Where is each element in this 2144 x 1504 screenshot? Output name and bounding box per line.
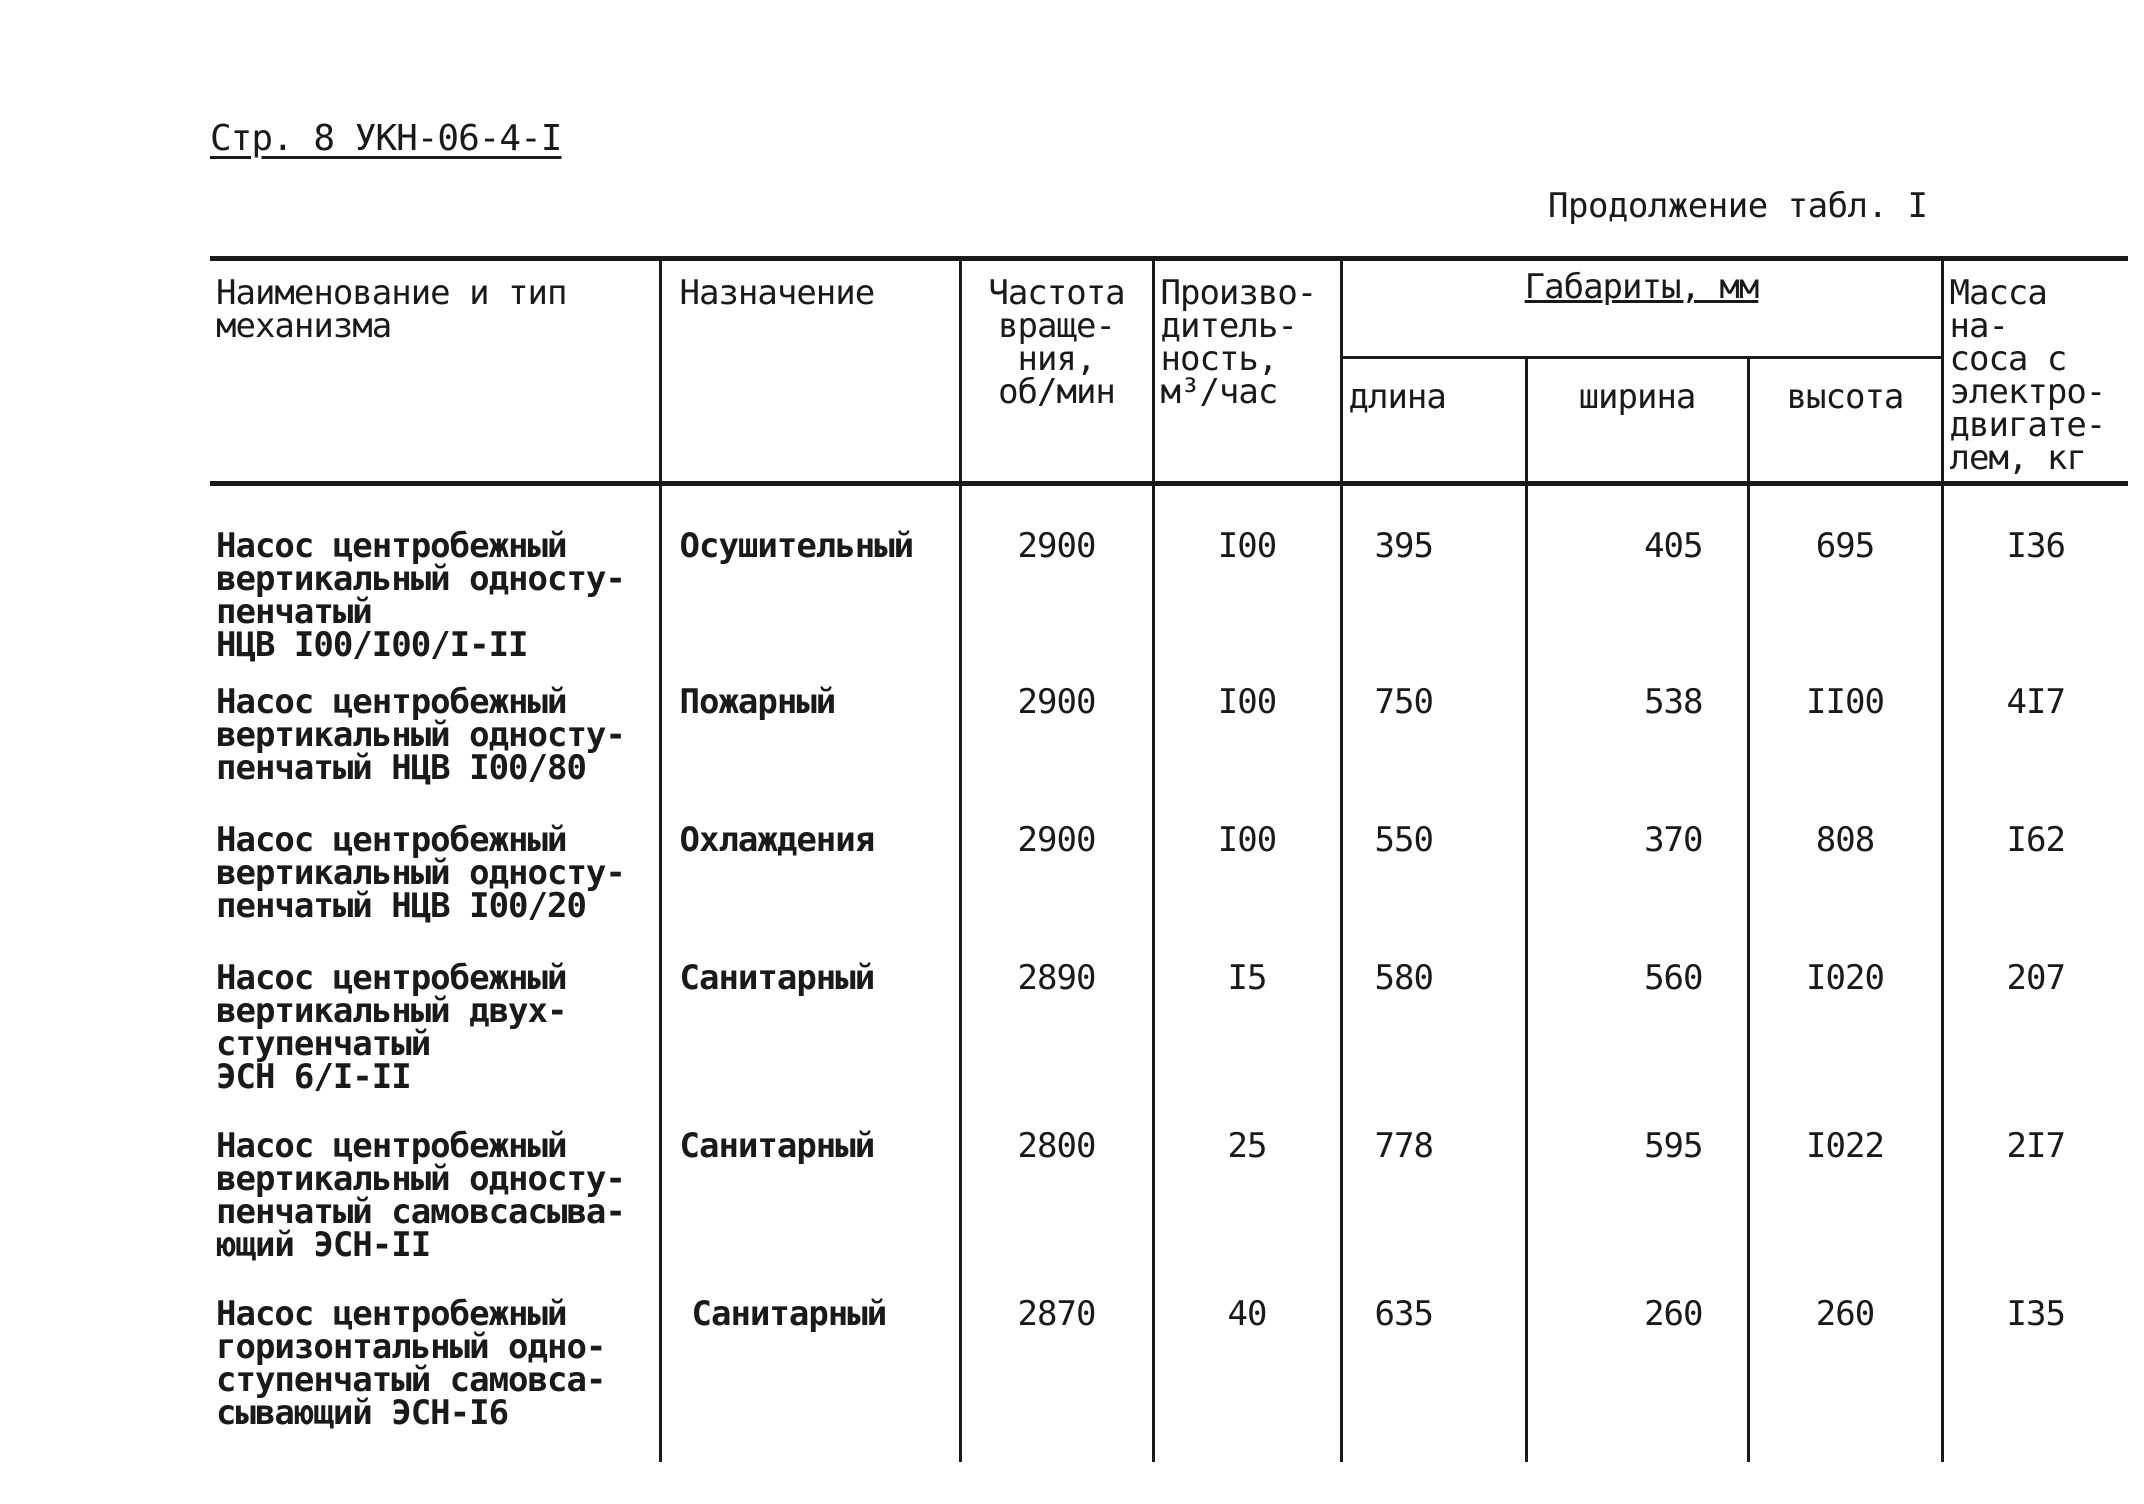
cell-length: 550	[1341, 820, 1526, 958]
cell-length: 778	[1341, 1126, 1526, 1294]
header-dimensions: Габариты, мм	[1341, 259, 1942, 358]
page-header: Стр. 8 УКН-06-4-I	[210, 118, 562, 159]
cell-name: Насос центробежный вертикальный односту- пенчатый НЦВ I00/I00/I-II	[216, 526, 625, 665]
cell-width: 370	[1526, 820, 1748, 958]
cell-height: 808	[1748, 820, 1942, 958]
cell-mass: 2I7	[1942, 1126, 2128, 1294]
cell-height: I022	[1748, 1126, 1942, 1294]
cell-purpose: Пожарный	[660, 682, 960, 820]
cell-purpose: Санитарный	[660, 958, 960, 1126]
cell-name: Насос центробежный вертикальный односту- пенчатый НЦВ I00/80	[216, 682, 625, 788]
header-height: высота	[1748, 357, 1942, 483]
header-row	[210, 259, 2128, 358]
cell-rpm: 2900	[960, 484, 1153, 683]
cell-capacity: 25	[1153, 1126, 1341, 1294]
header-rpm: Частота враще- ния, об/мин	[960, 259, 1153, 484]
table-row	[210, 682, 2128, 820]
cell-mass: 4I7	[1942, 682, 2128, 820]
cell-capacity: I00	[1153, 682, 1341, 820]
cell-name: Насос центробежный вертикальный односту- пенчатый НЦВ I00/20	[216, 820, 625, 926]
cell-purpose: Осушительный	[660, 484, 960, 683]
header-name: Наименование и тип механизма	[210, 259, 660, 484]
cell-rpm: 2890	[960, 958, 1153, 1126]
cell-length: 750	[1341, 682, 1526, 820]
cell-width: 560	[1526, 958, 1748, 1126]
cell-length: 580	[1341, 958, 1526, 1126]
cell-purpose: Санитарный	[660, 1294, 960, 1462]
equipment-table	[210, 256, 2128, 1462]
cell-width: 260	[1526, 1294, 1748, 1462]
cell-name: Насос центробежный горизонтальный одно- ступенчатый самовса- сывающий ЭСН-I6	[216, 1294, 606, 1433]
cell-width: 538	[1526, 682, 1748, 820]
cell-length: 395	[1341, 484, 1526, 683]
cell-capacity: I5	[1153, 958, 1341, 1126]
table-row	[210, 958, 2128, 1126]
cell-length: 635	[1341, 1294, 1526, 1462]
cell-mass: I62	[1942, 820, 2128, 958]
cell-capacity: I00	[1153, 484, 1341, 683]
cell-height: 695	[1748, 484, 1942, 683]
header-purpose: Назначение	[660, 259, 960, 484]
table-row	[210, 484, 2128, 683]
cell-rpm: 2900	[960, 682, 1153, 820]
table-continuation-label: Продолжение табл. I	[1548, 186, 1928, 226]
cell-width: 405	[1526, 484, 1748, 683]
cell-height: II00	[1748, 682, 1942, 820]
cell-capacity: I00	[1153, 820, 1341, 958]
cell-mass: I35	[1942, 1294, 2128, 1462]
cell-name: Насос центробежный вертикальный двух- ступенчатый ЭСН 6/I-II	[216, 958, 567, 1097]
cell-rpm: 2870	[960, 1294, 1153, 1462]
cell-mass: I36	[1942, 484, 2128, 683]
header-length: длина	[1341, 357, 1526, 483]
header-width: ширина	[1526, 357, 1748, 483]
cell-purpose: Охлаждения	[660, 820, 960, 958]
cell-mass: 207	[1942, 958, 2128, 1126]
cell-capacity: 40	[1153, 1294, 1341, 1462]
cell-width: 595	[1526, 1126, 1748, 1294]
table-row	[210, 1294, 2128, 1462]
table-row	[210, 1126, 2128, 1294]
table-row	[210, 820, 2128, 958]
cell-purpose: Санитарный	[660, 1126, 960, 1294]
cell-rpm: 2900	[960, 820, 1153, 958]
cell-height: 260	[1748, 1294, 1942, 1462]
header-capacity: Произво- дитель- ность, м³/час	[1153, 259, 1341, 484]
cell-rpm: 2800	[960, 1126, 1153, 1294]
cell-height: I020	[1748, 958, 1942, 1126]
header-mass: Масса на- соса с электро- двигате- лем, кг	[1942, 259, 2128, 484]
cell-name: Насос центробежный вертикальный односту- пенчатый самовсасыва- ющий ЭСН-II	[216, 1126, 625, 1265]
